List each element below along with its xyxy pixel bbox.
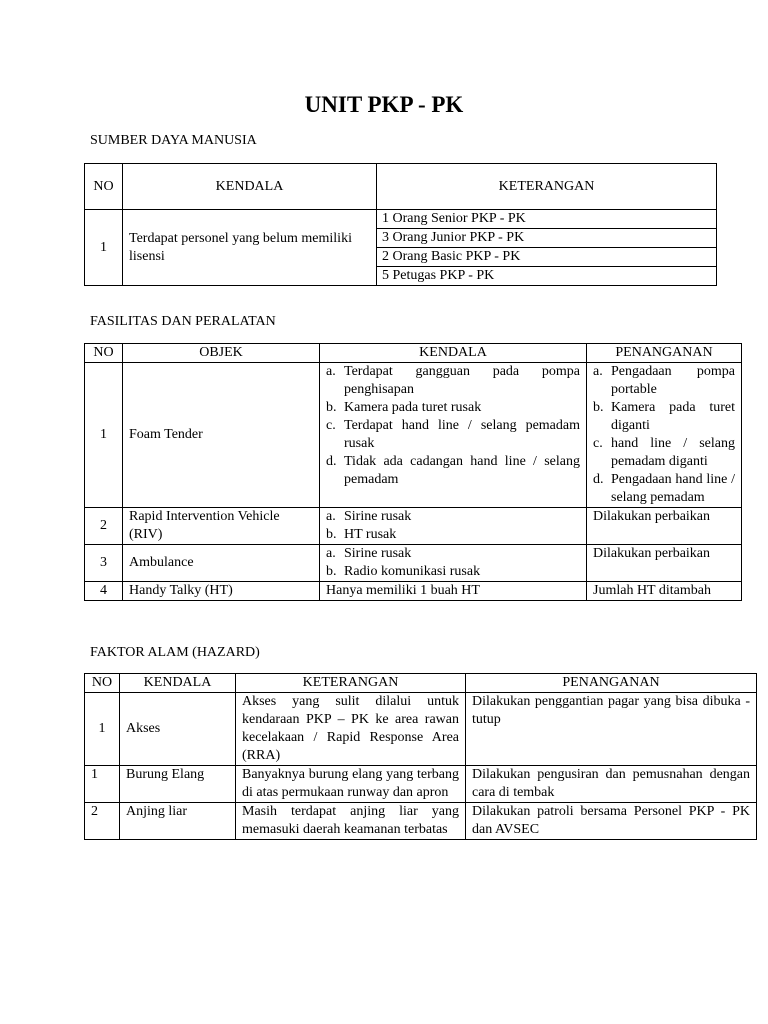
list-item: c. hand line / selang pemadam diganti <box>593 436 735 469</box>
cell-kendala: Burung Elang <box>120 766 236 803</box>
header-no: NO <box>85 344 123 363</box>
cell-penanganan: Dilakukan perbaikan <box>587 508 742 545</box>
cell-objek: Ambulance <box>123 545 320 582</box>
kendala-list <box>326 508 580 544</box>
table-row <box>85 766 757 803</box>
faktor-table <box>84 673 757 840</box>
cell-penanganan: Dilakukan penggantian pagar yang bisa dibuka - tutup <box>466 693 757 766</box>
list-item: b. Kamera pada turet diganti <box>593 400 735 433</box>
table-row <box>85 803 757 840</box>
list-item: a. Sirine rusak <box>326 546 412 561</box>
kendala-list <box>326 363 580 489</box>
list-item: b. HT rusak <box>326 527 397 542</box>
header-kendala: KENDALA <box>120 674 236 693</box>
cell-keterangan: Akses yang sulit dilalui untuk kendaraan PKP – PK ke area rawan kecelakaan / Rapid Response Area (RRA) <box>236 693 466 766</box>
cell-no: 4 <box>85 582 123 601</box>
list-item: c. Terdapat hand line / selang pemadam rusak <box>326 418 580 451</box>
cell-kendala <box>320 545 587 582</box>
cell-no: 1 <box>85 363 123 508</box>
cell-kendala: Akses <box>120 693 236 766</box>
cell-kendala: Hanya memiliki 1 buah HT <box>320 582 587 601</box>
table-row <box>85 582 742 601</box>
cell-penanganan: Jumlah HT ditambah <box>587 582 742 601</box>
header-keterangan: KETERANGAN <box>236 674 466 693</box>
cell-no: 1 <box>85 693 120 766</box>
cell-objek: Foam Tender <box>123 363 320 508</box>
fasilitas-table <box>84 343 742 601</box>
cell-objek: Rapid Intervention Vehicle (RIV) <box>123 508 320 545</box>
header-no: NO <box>85 164 123 210</box>
section-heading-faktor: FAKTOR ALAM (HAZARD) <box>90 645 260 660</box>
header-kendala: KENDALA <box>320 344 587 363</box>
table-row <box>85 508 742 545</box>
cell-objek: Handy Talky (HT) <box>123 582 320 601</box>
sdm-table <box>84 163 717 286</box>
keterangan-list <box>377 210 716 285</box>
keterangan-item: 3 Orang Junior PKP - PK <box>377 229 716 248</box>
section-heading-sdm: SUMBER DAYA MANUSIA <box>90 133 257 148</box>
table-row <box>85 545 742 582</box>
header-penanganan: PENANGANAN <box>466 674 757 693</box>
cell-no: 2 <box>85 508 123 545</box>
kendala-list <box>326 545 580 581</box>
cell-keterangan: Banyaknya burung elang yang terbang di atas permukaan runway dan apron <box>236 766 466 803</box>
cell-kendala <box>320 363 587 508</box>
header-no: NO <box>85 674 120 693</box>
cell-penanganan: Dilakukan pengusiran dan pemusnahan dengan cara di tembak <box>466 766 757 803</box>
table-row <box>85 210 717 286</box>
list-item: a. Pengadaan pompa portable <box>593 364 735 397</box>
list-item: a. Terdapat gangguan pada pompa penghisapan <box>326 364 580 397</box>
cell-keterangan: Masih terdapat anjing liar yang memasuki daerah keamanan terbatas <box>236 803 466 840</box>
keterangan-item: 5 Petugas PKP - PK <box>382 268 495 283</box>
header-objek: OBJEK <box>123 344 320 363</box>
keterangan-item: 1 Orang Senior PKP - PK <box>377 210 716 229</box>
cell-kendala: Terdapat personel yang belum memiliki lisensi <box>123 210 377 286</box>
cell-penanganan <box>587 363 742 508</box>
cell-penanganan: Dilakukan perbaikan <box>587 545 742 582</box>
list-item: b. Radio komunikasi rusak <box>326 564 481 579</box>
keterangan-item: 2 Orang Basic PKP - PK <box>377 248 716 267</box>
cell-kendala <box>320 508 587 545</box>
table-row <box>85 363 742 508</box>
header-penanganan: PENANGANAN <box>587 344 742 363</box>
cell-no: 1 <box>85 766 120 803</box>
penanganan-list <box>593 363 735 507</box>
page-title: UNIT PKP - PK <box>304 92 464 117</box>
list-item: b. Kamera pada turet rusak <box>326 400 482 415</box>
header-kendala: KENDALA <box>123 164 377 210</box>
cell-penanganan: Dilakukan patroli bersama Personel PKP - PK dan AVSEC <box>466 803 757 840</box>
section-heading-fasilitas: FASILITAS DAN PERALATAN <box>90 314 276 329</box>
list-item: d. Pengadaan hand line / selang pemadam <box>593 472 735 505</box>
cell-no: 2 <box>85 803 120 840</box>
cell-keterangan <box>377 210 717 286</box>
cell-no: 3 <box>85 545 123 582</box>
table-row <box>85 693 757 766</box>
header-keterangan: KETERANGAN <box>377 164 717 210</box>
list-item: a. Sirine rusak <box>326 509 412 524</box>
cell-no: 1 <box>85 210 123 286</box>
cell-kendala: Anjing liar <box>120 803 236 840</box>
list-item: d. Tidak ada cadangan hand line / selang pemadam <box>326 454 580 487</box>
